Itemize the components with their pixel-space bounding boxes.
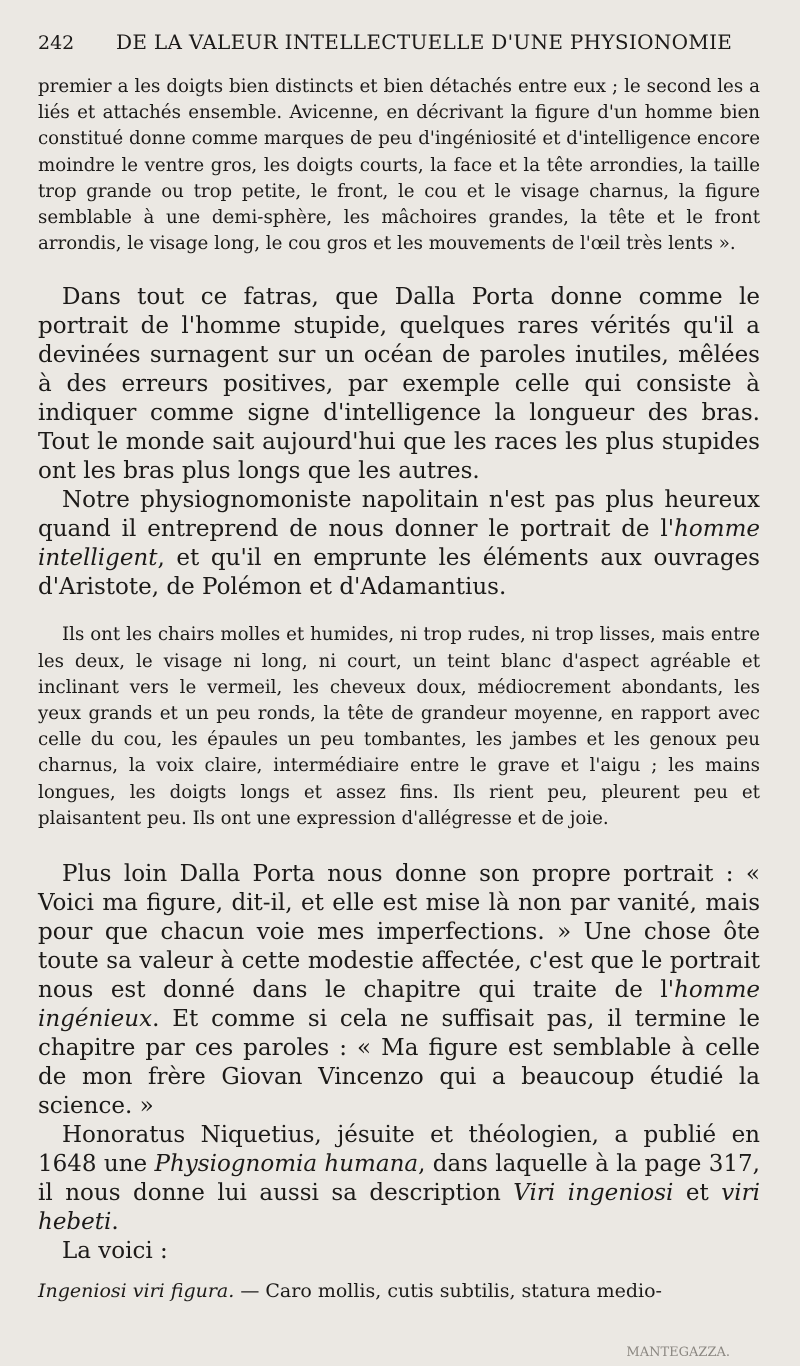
paragraph-own-portrait [38, 860, 760, 1121]
paragraph-quote-end: premier a les doigts bien distincts et bien détachés entre eux ; le second les a liés et attachés ensemble. Avicenne, en décrivant la figure d'un homme bien constitué donne comme marques de peu d'ingéniosité et d'intelligence encore moindre le ventre gros, les doigts courts, la face et la tête arrondies, la taille trop grande ou trop petite, le front, le cou et le visage charnus, la figure semblable à une demi-sphère, les mâchoires grandes, la tête et le front arrondis, le visage long, le cou gros et les mouvements de l'œil très lents ». [38, 76, 760, 255]
italic-term: Viri ingeniosi [513, 1180, 674, 1207]
text-run: , dans laquelle à la page 317, il nous donne lui aussi sa description [38, 1151, 760, 1207]
text-run: et [673, 1180, 722, 1207]
text-run: . Et comme si cela ne suffisait pas, il termine le chapitre par ces paroles : « Ma figure est semblable à celle de mon frère Giovan Vincenzo qui a beaucoup étudié la science. » [38, 1006, 760, 1120]
signature-mark: MANTEGAZZA. [626, 1345, 730, 1360]
page-number: 242 [38, 32, 75, 54]
paragraph-intelligent-man [38, 486, 760, 602]
text-run: — Caro mollis, cutis subtilis, statura medio- [234, 1280, 662, 1303]
text-run: Plus loin Dalla Porta nous donne son propre portrait : « Voici ma figure, dit-il, et elle est mise là non par vanité, mais pour que chacun voie mes imperfections. » Une chose ôte toute sa valeur à cette modestie affectée, c'est que le portrait nous est donné dans le chapitre qui traite de l' [38, 861, 760, 1004]
text-run: Honoratus Niquetius, jésuite et théologien, a publié en 1648 une [38, 1122, 760, 1178]
italic-term: homme intelligent [38, 516, 760, 572]
book-title: Physiognomia humana [154, 1151, 419, 1178]
paragraph-niquetius [38, 1121, 760, 1237]
paragraph-latin-quote [38, 1278, 760, 1304]
italic-term: homme ingénieux [38, 977, 760, 1033]
italic-term: viri hebeti [38, 1180, 760, 1236]
text-run: . [111, 1209, 119, 1236]
paragraph-quote-description: Ils ont les chairs molles et humides, ni trop rudes, ni trop lisses, mais entre les deux, le visage ni long, ni court, un teint blanc d'aspect agréable et inclinant vers le vermeil, les cheveux doux, médiocrement abondants, les yeux grands et un peu ronds, la tête de grandeur moyenne, en rapport avec celle du cou, les épaules un peu tombantes, les jambes et les genoux peu charnus, la voix claire, intermédiaire entre le grave et l'aigu ; les mains longues, les doigts longs et assez fins. Ils rient peu, pleurent peu et plaisantent peu. Ils ont une expression d'allégresse et de joie. [38, 624, 760, 829]
page-header [38, 30, 760, 66]
running-head: DE LA VALEUR INTELLECTUELLE D'UNE PHYSIONOMIE [116, 30, 733, 54]
paragraph-la-voici: La voici : [62, 1238, 168, 1265]
paragraph-stupid-man: Dans tout ce fatras, que Dalla Porta donne comme le portrait de l'homme stupide, quelques rares vérités qu'il a devinées surnagent sur un océan de paroles inutiles, mêlées à des erreurs positives, par exemple celle qui consiste à indiquer comme signe d'intelligence la longueur des bras. Tout le monde sait aujourd'hui que les races les plus stupides ont les bras plus longs que les autres. [38, 284, 760, 485]
text-run: Notre physiognomoniste napolitain n'est pas plus heureux quand il entreprend de nous donner le portrait de l' [38, 487, 760, 543]
text-run: , et qu'il en emprunte les éléments aux ouvrages d'Aristote, de Polémon et d'Adamantius. [38, 545, 760, 601]
latin-heading: Ingeniosi viri figura. [38, 1280, 235, 1303]
